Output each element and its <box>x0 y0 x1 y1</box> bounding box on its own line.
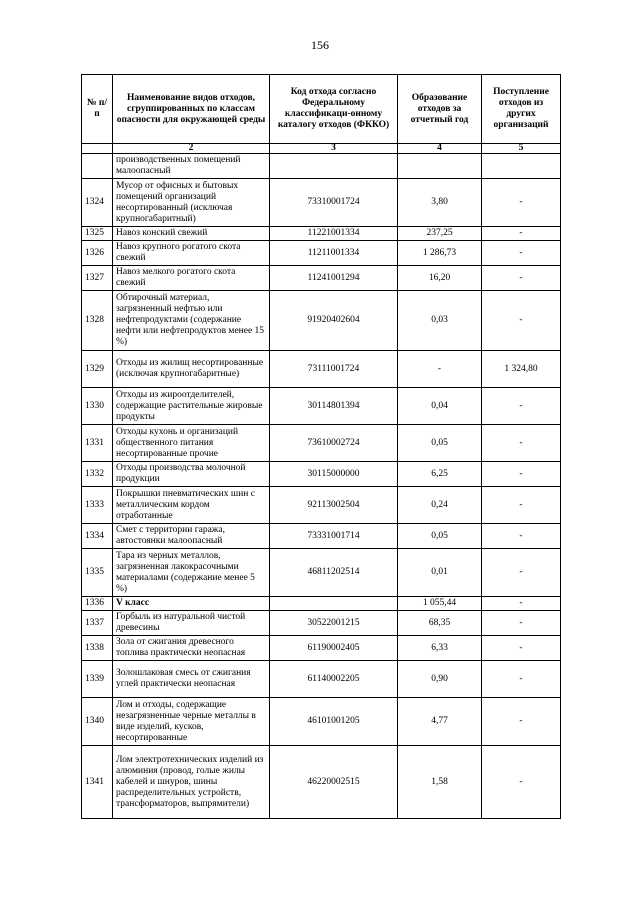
row-number: 1334 <box>82 524 113 549</box>
waste-name: Обтирочный материал, загрязненный нефтью или нефтепродуктами (содержание нефти или нефтепродуктов менее 15 %) <box>113 291 270 351</box>
fkko-code: 46101001205 <box>270 698 398 746</box>
waste-name: Отходы производства молочной продукции <box>113 462 270 487</box>
formed-amount: 16,20 <box>398 266 482 291</box>
formed-amount: 0,01 <box>398 549 482 597</box>
waste-name: Зола от сжигания древесного топлива практически неопасная <box>113 636 270 661</box>
received-amount: - <box>482 179 561 227</box>
formed-amount: 0,04 <box>398 388 482 425</box>
row-number: 1338 <box>82 636 113 661</box>
received-amount: - <box>482 636 561 661</box>
waste-table <box>81 74 561 819</box>
fkko-code: 73310001724 <box>270 179 398 227</box>
formed-amount: 0,24 <box>398 487 482 524</box>
waste-name: Тара из черных металлов, загрязненная лакокрасочными материалами (содержание менее 5 %) <box>113 549 270 597</box>
received-amount: - <box>482 611 561 636</box>
column-number: 5 <box>482 144 561 154</box>
waste-name: производственных помещений малоопасный <box>113 154 270 179</box>
waste-name: Золошлаковая смесь от сжигания углей практически неопасная <box>113 661 270 698</box>
column-number-row <box>82 144 561 154</box>
table-row <box>82 549 561 597</box>
received-amount: - <box>482 291 561 351</box>
received-amount: - <box>482 462 561 487</box>
table-row <box>82 351 561 388</box>
waste-name: Смет с территории гаража, автостоянки малоопасный <box>113 524 270 549</box>
column-number: 3 <box>270 144 398 154</box>
fkko-code <box>270 597 398 611</box>
row-number: 1335 <box>82 549 113 597</box>
fkko-code: 91920402604 <box>270 291 398 351</box>
row-number <box>82 154 113 179</box>
row-number: 1339 <box>82 661 113 698</box>
received-amount: - <box>482 549 561 597</box>
header-num: № п/п <box>82 75 113 144</box>
waste-name: V класс <box>113 597 270 611</box>
column-number: 2 <box>113 144 270 154</box>
fkko-code: 61190002405 <box>270 636 398 661</box>
received-amount: - <box>482 661 561 698</box>
row-number: 1326 <box>82 241 113 266</box>
row-number: 1337 <box>82 611 113 636</box>
table-row <box>82 746 561 819</box>
formed-amount: 0,05 <box>398 524 482 549</box>
fkko-code: 46811202514 <box>270 549 398 597</box>
formed-amount: 68,35 <box>398 611 482 636</box>
column-number <box>82 144 113 154</box>
formed-amount: 237,25 <box>398 227 482 241</box>
table-row <box>82 388 561 425</box>
formed-amount: 0,03 <box>398 291 482 351</box>
formed-amount: 3,80 <box>398 179 482 227</box>
received-amount: - <box>482 425 561 462</box>
formed-amount: 4,77 <box>398 698 482 746</box>
received-amount: - <box>482 746 561 819</box>
waste-name: Навоз крупного рогатого скота свежий <box>113 241 270 266</box>
table-row <box>82 524 561 549</box>
received-amount <box>482 154 561 179</box>
page-number: 156 <box>311 38 329 52</box>
row-number: 1324 <box>82 179 113 227</box>
formed-amount: 1,58 <box>398 746 482 819</box>
row-number: 1331 <box>82 425 113 462</box>
row-number: 1327 <box>82 266 113 291</box>
fkko-code: 61140002205 <box>270 661 398 698</box>
table-row <box>82 487 561 524</box>
received-amount: - <box>482 241 561 266</box>
table-row <box>82 611 561 636</box>
waste-name: Горбыль из натуральной чистой древесины <box>113 611 270 636</box>
fkko-code: 92113002504 <box>270 487 398 524</box>
row-number: 1328 <box>82 291 113 351</box>
fkko-code: 30115000000 <box>270 462 398 487</box>
waste-name: Навоз конский свежий <box>113 227 270 241</box>
received-amount: - <box>482 227 561 241</box>
table-row <box>82 597 561 611</box>
row-number: 1330 <box>82 388 113 425</box>
table-row <box>82 241 561 266</box>
waste-name: Покрышки пневматических шин с металлическим кордом отработанные <box>113 487 270 524</box>
waste-name: Лом электротехнических изделий из алюминия (провод, голые жилы кабелей и шнуров, шины распределительных устройств, трансформаторов, выпрямители) <box>113 746 270 819</box>
received-amount: - <box>482 388 561 425</box>
formed-amount <box>398 154 482 179</box>
formed-amount: 0,90 <box>398 661 482 698</box>
fkko-code <box>270 154 398 179</box>
received-amount: 1 324,80 <box>482 351 561 388</box>
table-body <box>82 154 561 819</box>
table-row <box>82 661 561 698</box>
fkko-code: 30522001215 <box>270 611 398 636</box>
header-formed: Образование отходов за отчетный год <box>398 75 482 144</box>
table-row <box>82 291 561 351</box>
header-code: Код отхода согласно Федеральному классификаци-онному каталогу отходов (ФККО) <box>270 75 398 144</box>
fkko-code: 30114801394 <box>270 388 398 425</box>
waste-name: Мусор от офисных и бытовых помещений организаций несортированный (исключая крупногабаритный) <box>113 179 270 227</box>
row-number: 1341 <box>82 746 113 819</box>
fkko-code: 73610002724 <box>270 425 398 462</box>
received-amount: - <box>482 487 561 524</box>
column-number: 4 <box>398 144 482 154</box>
received-amount: - <box>482 266 561 291</box>
formed-amount: 6,33 <box>398 636 482 661</box>
table-row <box>82 698 561 746</box>
row-number: 1329 <box>82 351 113 388</box>
received-amount: - <box>482 597 561 611</box>
formed-amount: 1 055,44 <box>398 597 482 611</box>
table-row <box>82 636 561 661</box>
fkko-code: 11221001334 <box>270 227 398 241</box>
fkko-code: 11211001334 <box>270 241 398 266</box>
formed-amount: - <box>398 351 482 388</box>
received-amount: - <box>482 524 561 549</box>
row-number: 1333 <box>82 487 113 524</box>
formed-amount: 0,05 <box>398 425 482 462</box>
waste-name: Отходы из жироотделителей, содержащие растительные жировые продукты <box>113 388 270 425</box>
fkko-code: 73111001724 <box>270 351 398 388</box>
row-number: 1340 <box>82 698 113 746</box>
row-number: 1325 <box>82 227 113 241</box>
waste-name: Лом и отходы, содержащие незагрязненные черные металлы в виде изделий, кусков, несортированные <box>113 698 270 746</box>
fkko-code: 11241001294 <box>270 266 398 291</box>
waste-name: Навоз мелкого рогатого скота свежий <box>113 266 270 291</box>
table-row <box>82 227 561 241</box>
header-name: Наименование видов отходов, сгруппированных по классам опасности для окружающей среды <box>113 75 270 144</box>
table-row <box>82 462 561 487</box>
header-received: Поступление отходов из других организаций <box>482 75 561 144</box>
table-header-row <box>82 75 561 144</box>
fkko-code: 73331001714 <box>270 524 398 549</box>
received-amount: - <box>482 698 561 746</box>
waste-name: Отходы из жилищ несортированные (исключая крупногабаритные) <box>113 351 270 388</box>
row-number: 1332 <box>82 462 113 487</box>
table-row <box>82 425 561 462</box>
table-row <box>82 154 561 179</box>
table-row <box>82 266 561 291</box>
waste-name: Отходы кухонь и организаций общественного питания несортированные прочие <box>113 425 270 462</box>
formed-amount: 1 286,73 <box>398 241 482 266</box>
fkko-code: 46220002515 <box>270 746 398 819</box>
row-number: 1336 <box>82 597 113 611</box>
formed-amount: 6,25 <box>398 462 482 487</box>
table-row <box>82 179 561 227</box>
